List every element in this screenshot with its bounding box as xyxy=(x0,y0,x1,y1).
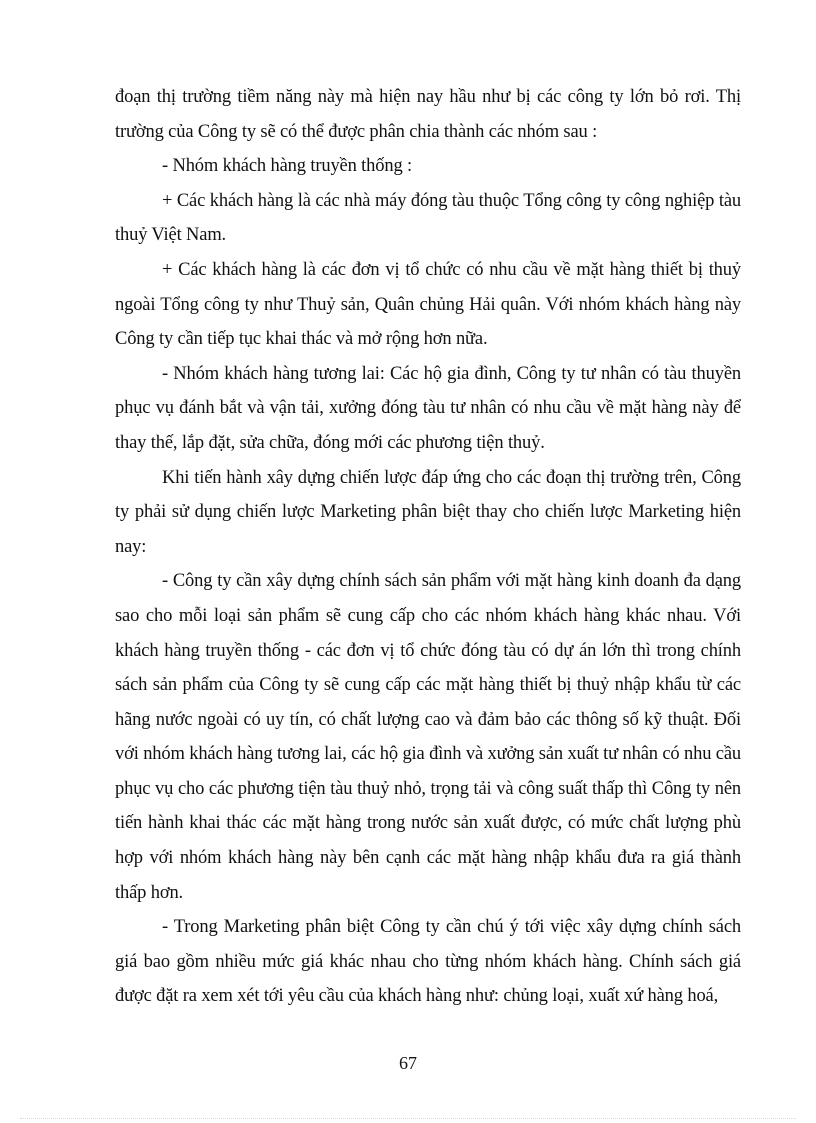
paragraph-future-group: - Nhóm khách hàng tương lai: Các hộ gia đình, Công ty tư nhân có tàu thuyền phục vụ đánh bắt và vận tải, xưởng đóng tàu tư nhân có nhu cầu về mặt hàng này để thay thế, lắp đặt, sửa chữa, đóng mới các phương tiện thuỷ. xyxy=(115,363,741,453)
body-text xyxy=(115,80,741,1014)
paragraph-other-units: + Các khách hàng là các đơn vị tổ chức có nhu cầu về mặt hàng thiết bị thuỷ ngoài Tổng công ty như Thuỷ sản, Quân chủng Hải quân. Với nhóm khách hàng này Công ty cần tiếp tục khai thác và mở rộng hơn nữa. xyxy=(115,259,741,350)
paragraph-traditional-group: - Nhóm khách hàng truyền thống : xyxy=(162,156,413,177)
paragraph-product-policy: - Công ty cần xây dựng chính sách sản phẩm với mặt hàng kinh doanh đa dạng sao cho mỗi loại sản phẩm sẽ cung cấp cho các nhóm khách hàng khác nhau. Với khách hàng truyền thống - các đơn vị tổ chức đóng tàu có dự án lớn thì trong chính sách sản phẩm của Công ty sẽ cung cấp các mặt hàng thiết bị thuỷ nhập khẩu từ các hãng nước ngoài có uy tín, có chất lượng cao và đảm bảo các thông số kỹ thuật. Đối với nhóm khách hàng tương lai, các hộ gia đình và xưởng sản xuất tư nhân có nhu cầu phục vụ cho các phương tiện tàu thuỷ nhỏ, trọng tải và công suất thấp thì Công ty nên tiến hành khai thác các mặt hàng trong nước sản xuất được, có mức chất lượng phù hợp với nhóm khách hàng này bên cạnh các mặt hàng nhập khẩu đưa ra giá thành thấp hơn. xyxy=(115,571,741,903)
paragraph-price-policy: - Trong Marketing phân biệt Công ty cần chú ý tới việc xây dựng chính sách giá bao gồm nhiều mức giá khác nhau cho từng nhóm khách hàng. Chính sách giá được đặt ra xem xét tới yêu cầu của khách hàng như: chủng loại, xuất xứ hàng hoá, xyxy=(115,917,741,1007)
paragraph-market-intro: đoạn thị trường tiềm năng này mà hiện nay hầu như bị các công ty lớn bỏ rơi. Thị trường của Công ty sẽ có thể được phân chia thành các nhóm sau : xyxy=(115,87,741,142)
page-number: 67 xyxy=(399,1053,417,1073)
paragraph-shipyards: + Các khách hàng là các nhà máy đóng tàu thuộc Tổng công ty công nghiệp tàu thuỷ Việt Nam. xyxy=(115,190,741,246)
paragraph-strategy: Khi tiến hành xây dựng chiến lược đáp ứng cho các đoạn thị trường trên, Công ty phải sử dụng chiến lược Marketing phân biệt thay cho chiến lược Marketing hiện nay: xyxy=(115,467,741,557)
footer-divider xyxy=(20,1118,796,1119)
